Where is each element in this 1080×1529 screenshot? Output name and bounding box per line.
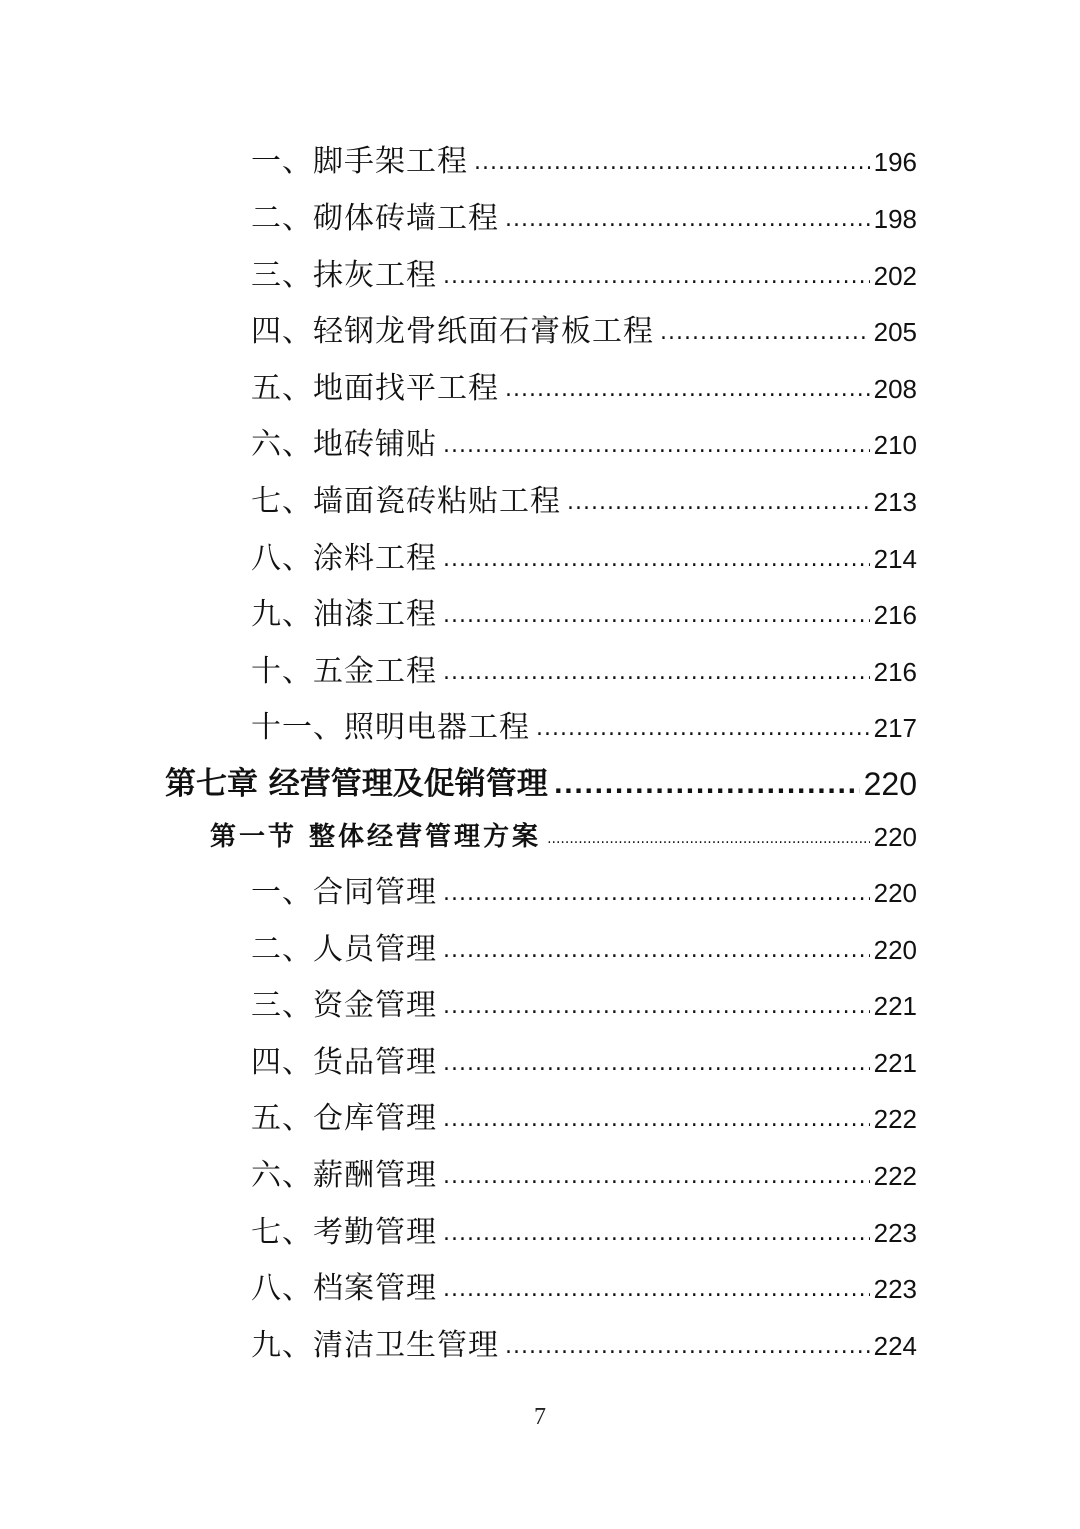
toc-entry-page: 221 [873,991,917,1021]
toc-entry-title: 七、考勤管理 [251,1215,437,1250]
toc-section-1 [210,812,917,856]
dot-leader [443,996,870,1026]
toc-entry-warehouse [251,1095,917,1139]
toc-entry-gypsum-board [251,308,917,352]
toc-entry-hardware [251,648,917,692]
dot-leader [505,1336,870,1366]
dot-leader [443,605,870,635]
toc-entry-title: 五、仓库管理 [251,1101,437,1136]
dot-leader [443,1109,870,1139]
toc-entry-page: 196 [873,147,917,177]
toc-entry-goods [251,1039,917,1083]
toc-entry-brick-wall [251,195,917,239]
toc-entry-floor-tiling [251,421,917,465]
toc-section-title: 第一节 整体经营管理方案 [210,822,542,852]
toc-entry-page: 224 [873,1331,917,1361]
toc-chapter-title: 第七章 经营管理及促销管理 [165,766,548,802]
toc-entry-page: 214 [873,544,917,574]
toc-entry-contract [251,869,917,913]
toc-entry-title: 一、脚手架工程 [251,144,468,179]
toc-entry-title: 七、墙面瓷砖粘贴工程 [251,484,561,519]
toc-entry-title: 十、五金工程 [251,654,437,689]
toc-entry-archives [251,1265,917,1309]
toc-entry-attendance [251,1209,917,1253]
toc-entry-title: 三、抹灰工程 [251,258,437,293]
toc-entry-painting [251,591,917,635]
toc-entry-page: 205 [873,317,917,347]
toc-entry-page: 221 [873,1048,917,1078]
toc-entry-floor-leveling [251,365,917,409]
dot-leader [547,832,870,856]
toc-entry-title: 四、货品管理 [251,1045,437,1080]
toc-chapter-page: 220 [863,766,917,802]
toc-entry-title: 九、油漆工程 [251,597,437,632]
toc-entry-page: 217 [873,713,917,743]
dot-leader [567,492,870,522]
dot-leader [505,209,870,239]
dot-leader [443,883,870,913]
toc-entry-title: 三、资金管理 [251,988,437,1023]
dot-leader [536,718,870,748]
toc-entry-scaffolding [251,138,917,182]
dot-leader [443,1053,870,1083]
dot-leader [443,1223,870,1253]
toc-entry-plastering [251,252,917,296]
page-number: 7 [534,1404,546,1430]
toc-entry-title: 二、人员管理 [251,932,437,967]
toc-entry-title: 四、轻钢龙骨纸面石膏板工程 [251,314,654,349]
dot-leader [505,379,870,409]
toc-entry-page: 210 [873,430,917,460]
toc-entry-page: 220 [873,878,917,908]
toc-entry-title: 八、档案管理 [251,1271,437,1306]
toc-section-page: 220 [873,822,917,852]
toc-entry-page: 220 [873,935,917,965]
toc-entry-page: 223 [873,1218,917,1248]
toc-entry-title: 六、薪酬管理 [251,1158,437,1193]
toc-entry-title: 二、砌体砖墙工程 [251,201,499,236]
toc-entry-cleaning [251,1322,917,1366]
toc-chapter-7 [165,761,917,805]
dot-leader [660,322,870,352]
toc-entry-wall-tiling [251,478,917,522]
toc-entry-page: 202 [873,261,917,291]
dot-leader [554,773,860,805]
toc-entry-title: 六、地砖铺贴 [251,427,437,462]
dot-leader [443,940,870,970]
toc-entry-funds [251,982,917,1026]
dot-leader [443,266,870,296]
toc-entry-personnel [251,926,917,970]
toc-entry-page: 222 [873,1104,917,1134]
toc-entry-page: 216 [873,657,917,687]
toc-entry-salary [251,1152,917,1196]
toc-entry-page: 198 [873,204,917,234]
toc-entry-title: 八、涂料工程 [251,541,437,576]
dot-leader [443,662,870,692]
dot-leader [443,549,870,579]
dot-leader [443,435,870,465]
dot-leader [474,152,870,182]
toc-entry-lighting [251,704,917,748]
toc-entry-page: 208 [873,374,917,404]
toc-entry-coating [251,535,917,579]
toc-entry-page: 223 [873,1274,917,1304]
toc-entry-page: 222 [873,1161,917,1191]
toc-entry-title: 一、合同管理 [251,875,437,910]
toc-entry-title: 十一、照明电器工程 [251,710,530,745]
toc-entry-page: 213 [873,487,917,517]
dot-leader [443,1166,870,1196]
toc-entry-title: 九、清洁卫生管理 [251,1328,499,1363]
dot-leader [443,1279,870,1309]
toc-entry-page: 216 [873,600,917,630]
toc-entry-title: 五、地面找平工程 [251,371,499,406]
